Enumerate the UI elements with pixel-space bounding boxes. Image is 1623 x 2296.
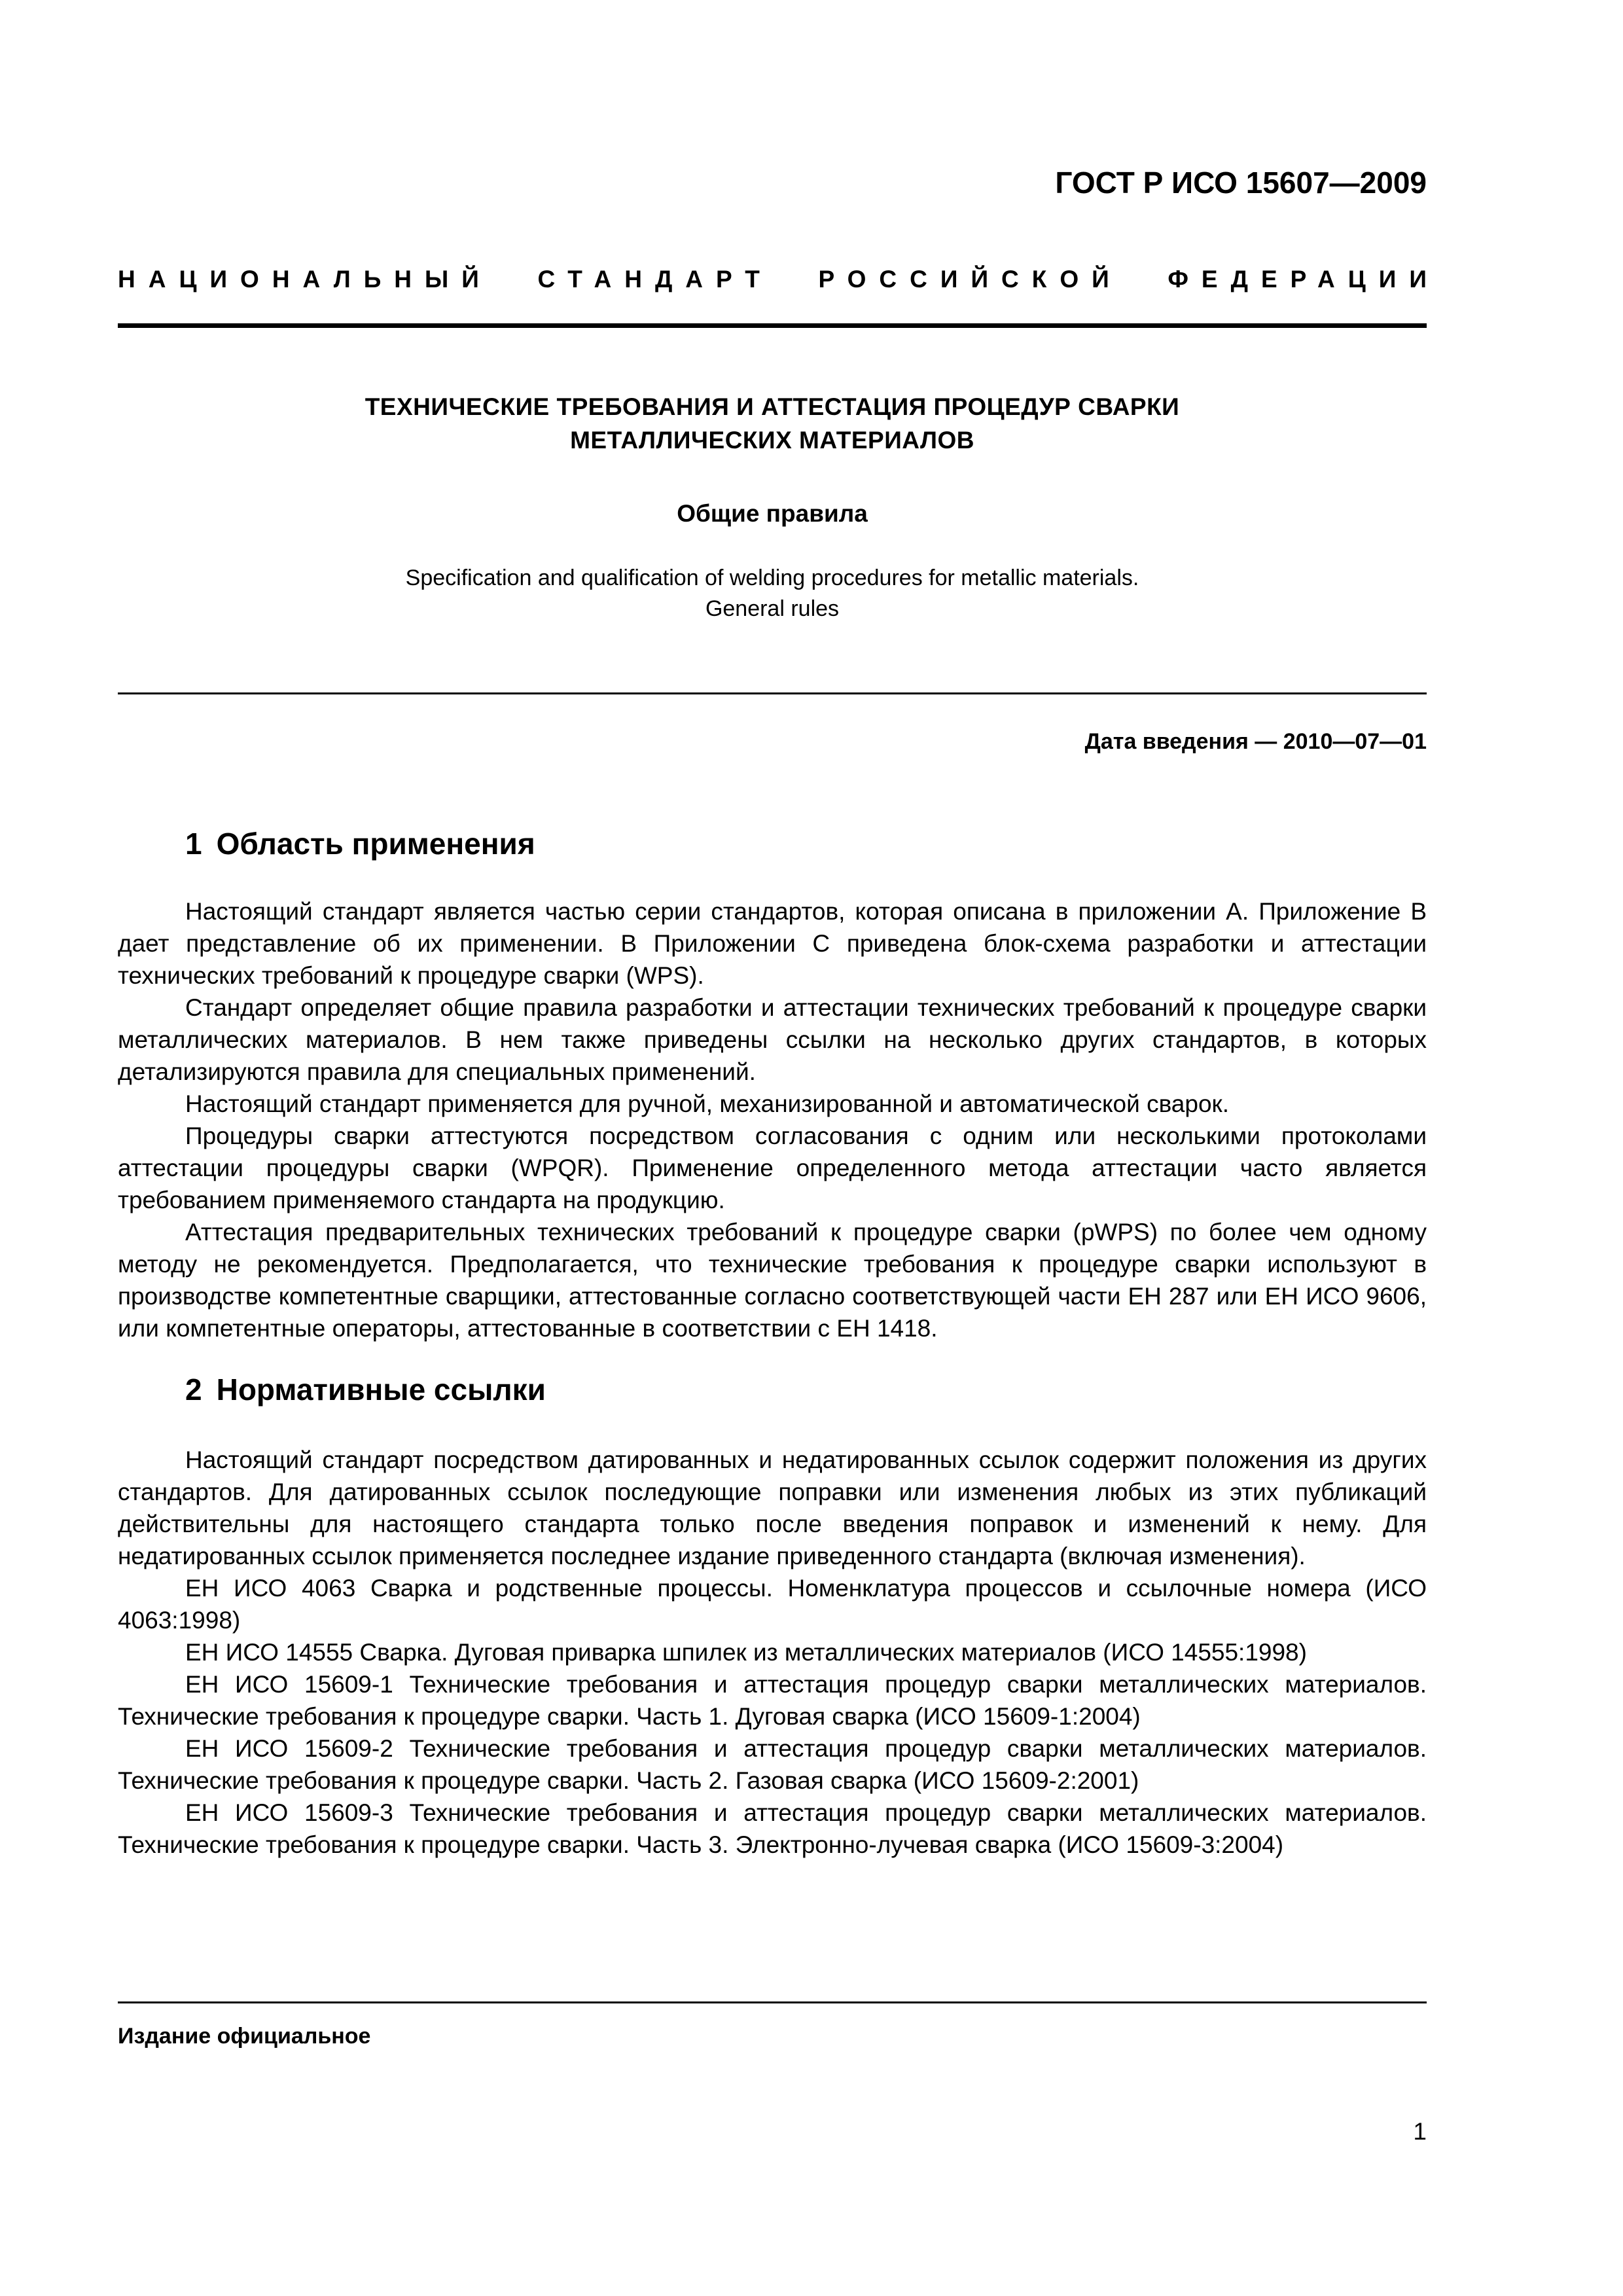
document-title-en xyxy=(118,563,1427,624)
section-2-heading xyxy=(185,1372,546,1407)
paragraph: Настоящий стандарт посредством датированных и недатированных ссылок содержит положения из других стандартов. Для датированных ссылок последующие поправки или изменения любых из этих публикаций действительны для настоящего стандарта только после введения поправок и изменений к нему. Для недатированных ссылок применяется последнее издание приведенного стандарта (включая изменения). xyxy=(118,1446,1427,1570)
title-en-line: Specification and qualification of welding procedures for metallic materials. xyxy=(405,565,1139,590)
section-1-body xyxy=(118,895,1427,1344)
reference-item: ЕН ИСО 15609-3 Технические требования и аттестация процедур сварки металлических материалов. Технические требования к процедуре сварки. Часть 3. Электронно-лучевая сварка (ИСО 15609-3:2004) xyxy=(118,1799,1427,1858)
section-1-heading xyxy=(185,826,535,861)
paragraph: Настоящий стандарт является частью серии стандартов, которая описана в приложении А. Приложение В дает представление об их применении. В Приложении С приведена блок-схема разработки и аттестации технических требований к процедуре сварки (WPS). xyxy=(118,898,1427,989)
reference-item: ЕН ИСО 15609-2 Технические требования и аттестация процедур сварки металлических материалов. Технические требования к процедуре сварки. Часть 2. Газовая сварка (ИСО 15609-2:2001) xyxy=(118,1735,1427,1794)
reference-item: ЕН ИСО 15609-1 Технические требования и аттестация процедур сварки металлических материалов. Технические требования к процедуре сварки. Часть 1. Дуговая сварка (ИСО 15609-1:2004) xyxy=(118,1671,1427,1730)
national-word: НАЦИОНАЛЬНЫЙ xyxy=(118,266,492,293)
national-standard-heading xyxy=(118,266,1440,293)
section-number: 2 xyxy=(185,1372,202,1407)
reference-item: ЕН ИСО 14555 Сварка. Дуговая приварка шпилек из металлических материалов (ИСО 14555:1998) xyxy=(185,1639,1307,1666)
paragraph: Настоящий стандарт применяется для ручной, механизированной и автоматической сварок. xyxy=(185,1090,1230,1117)
section-title: Область применения xyxy=(216,827,535,861)
paragraph: Стандарт определяет общие правила разработки и аттестации технических требований к процедуре сварки металлических материалов. В нем также приведены ссылки на несколько других стандартов, в которых детализируются правила для специальных применений. xyxy=(118,994,1427,1085)
title-en-line: General rules xyxy=(705,596,840,621)
section-title: Нормативные ссылки xyxy=(216,1372,546,1407)
document-title-ru xyxy=(118,390,1427,457)
footer-divider xyxy=(118,2001,1427,2003)
paragraph: Процедуры сварки аттестуются посредством согласования с одним или несколькими протоколами аттестации процедуры сварки (WPQR). Применение определенного метода аттестации часто является требованием применяемого стандарта на продукцию. xyxy=(118,1122,1427,1213)
standard-designation: ГОСТ Р ИСО 15607—2009 xyxy=(1055,166,1427,200)
national-word: СТАНДАРТ xyxy=(537,266,773,293)
section-number: 1 xyxy=(185,827,202,861)
title-ru-line: МЕТАЛЛИЧЕСКИХ МАТЕРИАЛОВ xyxy=(570,427,974,454)
title-divider xyxy=(118,692,1427,694)
document-subtitle-ru: Общие правила xyxy=(677,500,868,527)
page-number: 1 xyxy=(1413,2118,1427,2145)
official-edition-label: Издание официальное xyxy=(118,2024,371,2049)
reference-item: ЕН ИСО 4063 Сварка и родственные процессы. Номенклатура процессов и ссылочные номера (ИСО 4063:1998) xyxy=(118,1575,1427,1634)
introduction-date: Дата введения — 2010—07—01 xyxy=(1084,729,1427,754)
national-word: РОССИЙСКОЙ xyxy=(818,266,1122,293)
title-ru-line: ТЕХНИЧЕСКИЕ ТРЕБОВАНИЯ И АТТЕСТАЦИЯ ПРОЦЕДУР СВАРКИ xyxy=(365,393,1180,420)
header-divider xyxy=(118,323,1427,328)
national-word: ФЕДЕРАЦИИ xyxy=(1168,266,1440,293)
paragraph: Аттестация предварительных технических требований к процедуре сварки (pWPS) по более чем одному методу не рекомендуется. Предполагается, что технические требования к процедуре сварки используют в производстве компетентные сварщики, аттестованные согласно соответствующей части ЕН 287 или ЕН ИСО 9606, или компетентные операторы, аттестованные в соответствии с ЕН 1418. xyxy=(118,1219,1427,1342)
section-2-body xyxy=(118,1444,1427,1861)
